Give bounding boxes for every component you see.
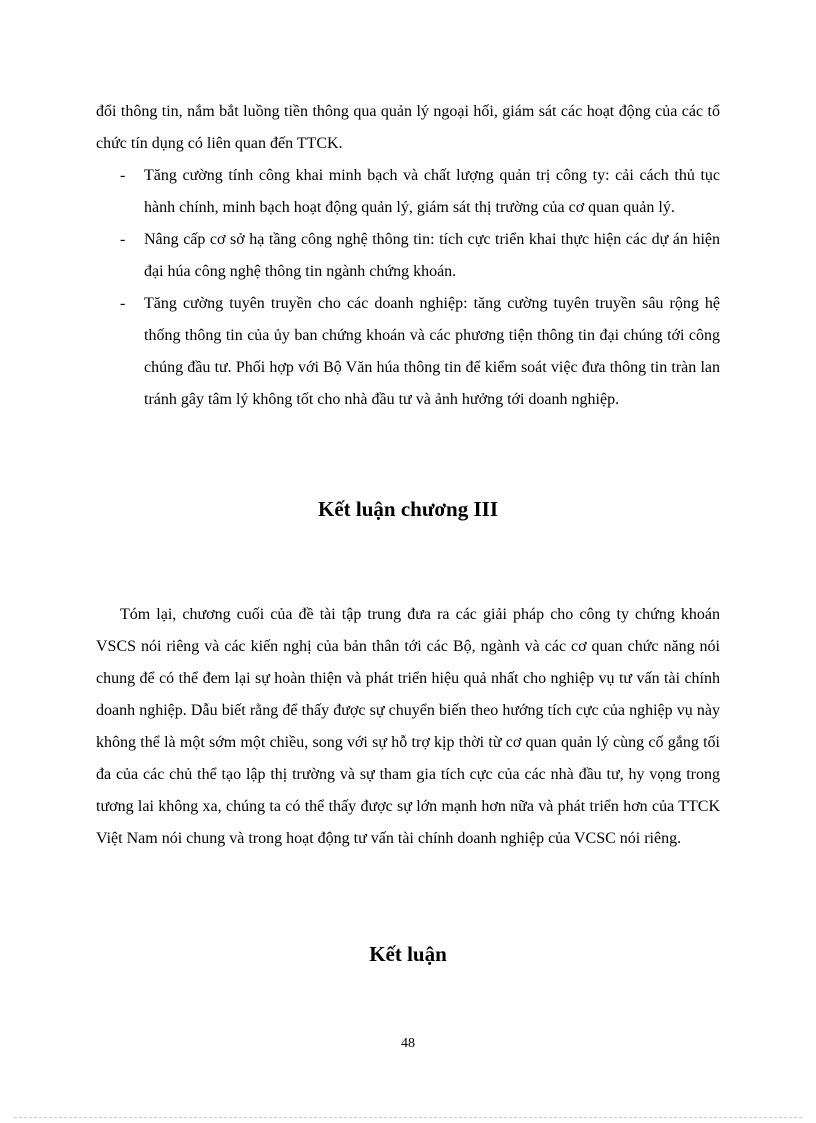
bullet-marker: - [120, 295, 126, 312]
chapter-conclusion-heading: Kết luận chương III [317, 497, 499, 521]
conclusion-paragraph: Tóm lại, chương cuối của đề tài tập trung đưa ra các giải pháp cho công ty chứng khoán VSCS nói riêng và các kiến nghị của bản thân tới các Bộ, ngành và các cơ quan chức năng nói chung để có thể đem lại sự hoàn thiện và phát triển hiệu quả nhất cho nghiệp vụ tư vấn tài chính doanh nghiệp. Dẫu biết rằng để thấy được sự chuyển biến theo hướng tích cực của nghiệp vụ này không thể là một sớm một chiều, song với sự hỗ trợ kịp thời từ cơ quan quản lý cùng cố gắng tối đa của các chủ thể tạo lập thị trường và sự tham gia tích cực của các nhà đầu tư, hy vọng trong tương lai không xa, chúng ta có thể thấy được sự lớn mạnh hơn nữa và phát triển hơn của TTCK Việt Nam nói chung và trong hoạt động tư vấn tài chính doanh nghiệp của VCSC nói riêng. [96, 606, 720, 847]
bullet-list [96, 160, 720, 416]
intro-paragraph: đổi thông tin, nắm bắt luồng tiền thông qua quản lý ngoại hối, giám sát các hoạt động của các tổ chức tín dụng có liên quan đến TTCK. [96, 103, 720, 152]
list-item [96, 224, 720, 288]
page-bottom-divider [14, 1117, 802, 1118]
list-item-text: Nâng cấp cơ sở hạ tầng công nghệ thông tin: tích cực triển khai thực hiện các dự án hiện đại húa công nghệ thông tin ngành chứng khoán. [144, 231, 720, 280]
conclusion-heading: Kết luận [369, 942, 447, 966]
list-item-text: Tăng cường tính công khai minh bạch và chất lượng quản trị công ty: cải cách thủ tục hành chính, minh bạch hoạt động quản lý, giám sát thị trường của cơ quan quản lý. [144, 167, 720, 216]
bullet-marker: - [120, 231, 126, 248]
list-item-text: Tăng cường tuyên truyền cho các doanh nghiệp: tăng cường tuyên truyền sâu rộng hệ thống thông tin của ủy ban chứng khoán và các phương tiện thông tin đại chúng tới công chúng đầu tư. Phối hợp với Bộ Văn húa thông tin để kiểm soát việc đưa thông tin tràn lan tránh gây tâm lý không tốt cho nhà đầu tư và ảnh hưởng tới doanh nghiệp. [144, 295, 720, 408]
bullet-marker: - [120, 167, 126, 184]
list-item [96, 288, 720, 416]
list-item [96, 160, 720, 224]
page-number: 48 [401, 1036, 415, 1051]
